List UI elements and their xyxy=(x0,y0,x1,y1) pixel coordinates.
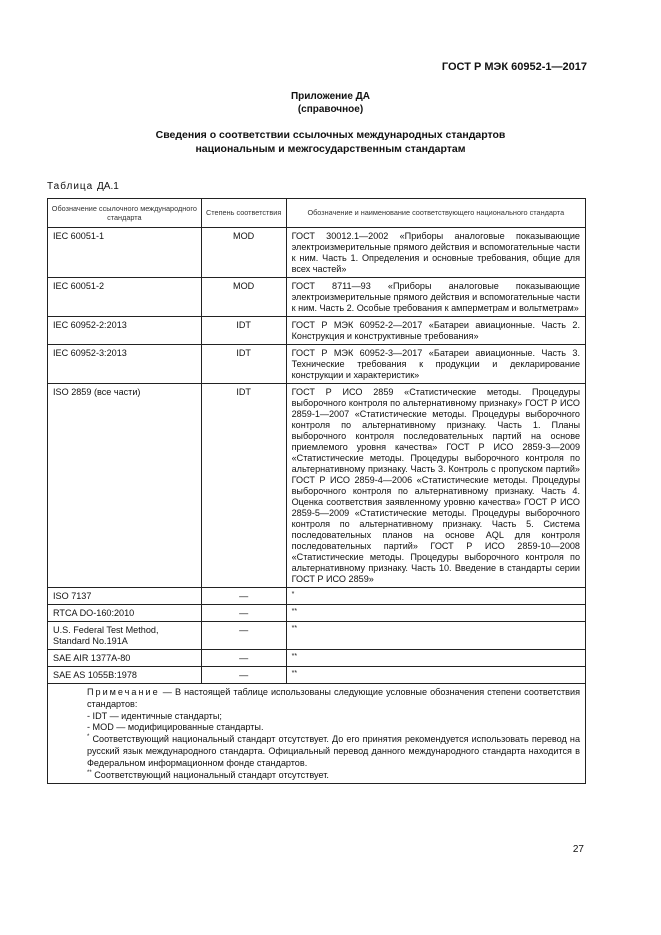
note-label: Примечание xyxy=(87,687,160,697)
cell-degree: IDT xyxy=(201,317,286,345)
note-item-mod: - MOD — модифицированные стандарты. xyxy=(87,722,264,733)
cell-standard: IEC 60952-2:2013 xyxy=(48,317,202,345)
table-caption xyxy=(47,181,119,192)
note-intro xyxy=(53,687,580,711)
cell-degree: IDT xyxy=(201,345,286,384)
cell-national: ГОСТ 8711—93 «Приборы аналоговые показывающие электроизмерительные прямого действия и вспомогательные части к ним. Часть 2. Особые требования к амперметрам и вольтметрам» xyxy=(286,278,585,317)
cell-standard: U.S. Federal Test Method, Standard No.191A xyxy=(48,622,202,650)
cell-national: ГОСТ Р ИСО 2859 «Статистические методы. Процедуры выборочного контроля по альтернативному признаку» ГОСТ Р ИСО 2859-1—2007 «Статистические методы. Процедуры выборочного контроля по альтернативному признаку. Часть 1. Планы выборочного контроля последовательных партий на основе приемлемого уровня качества» ГОСТ Р ИСО 2859-3—2009 «Статистические методы. Процедуры выборочного контроля по альтернативному признаку. Часть 3. Контроль с пропуском партий» ГОСТ Р ИСО 2859-4—2006 «Статистические методы. Процедуры выборочного контроля по альтернативному признаку. Часть 4. Оценка соответствия заявленному уровню качества» ГОСТ Р ИСО 2859-5—2009 «Статистические методы. Процедуры выборочного контроля по альтернативному признаку. Часть 5. Система последовательных планов на основе AQL для контроля последовательных партий» ГОСТ Р ИСО 2859-10—2008 «Статистические методы. Процедуры выборочного контроля по альтернативному признаку. Часть 10. Введение в стандарты серии ГОСТ Р ИСО 2859» xyxy=(286,384,585,588)
header-national-standard: Обозначение и наименование соответствующего национального стандарта xyxy=(286,199,585,228)
appendix-title xyxy=(0,90,661,116)
cell-national: ГОСТ Р МЭК 60952-2—2017 «Батареи авиационные. Часть 2. Конструкция и конструктивные требования» xyxy=(286,317,585,345)
cell-national-footnote-mark: ** xyxy=(286,622,585,650)
cell-national-footnote-mark: ** xyxy=(286,667,585,684)
cell-standard: SAE AIR 1377A-80 xyxy=(48,650,202,667)
cell-standard: ISO 7137 xyxy=(48,588,202,605)
cell-degree: MOD xyxy=(201,228,286,278)
cell-degree: — xyxy=(201,605,286,622)
note-footnote-2 xyxy=(53,770,580,782)
cell-national-footnote-mark: * xyxy=(286,588,585,605)
table-note-row xyxy=(48,684,586,784)
table-row xyxy=(48,345,586,384)
table-row xyxy=(48,278,586,317)
section-title-line-1: Сведения о соответствии ссылочных международных стандартов xyxy=(155,129,506,141)
cell-national-footnote-mark: ** xyxy=(286,605,585,622)
section-title-line-2: национальным и межгосударственным стандартам xyxy=(195,143,466,155)
note-item-idt: - IDT — идентичные стандарты; xyxy=(87,710,222,721)
header-degree: Степень соответствия xyxy=(201,199,286,228)
cell-degree: MOD xyxy=(201,278,286,317)
cell-degree: — xyxy=(201,667,286,684)
table-row xyxy=(48,605,586,622)
note-footnote-1 xyxy=(53,734,580,769)
appendix-type: (справочное) xyxy=(297,104,364,115)
cell-national-footnote-mark: ** xyxy=(286,650,585,667)
correspondence-table xyxy=(47,198,586,784)
table-note xyxy=(48,684,586,784)
page-number: 27 xyxy=(572,844,584,855)
table-row xyxy=(48,622,586,650)
table-row xyxy=(48,650,586,667)
table-row xyxy=(48,228,586,278)
footnote-2-mark: ** xyxy=(87,769,92,776)
table-row xyxy=(48,667,586,684)
cell-standard: ISO 2859 (все части) xyxy=(48,384,202,588)
table-header-row xyxy=(48,199,586,228)
cell-degree: IDT xyxy=(201,384,286,588)
header-international-standard: Обозначение ссылочного международного стандарта xyxy=(48,199,202,228)
table-caption-number: ДА.1 xyxy=(97,181,119,192)
footnote-2-text: Соответствующий национальный стандарт отсутствует. xyxy=(94,769,329,780)
cell-standard: IEC 60051-2 xyxy=(48,278,202,317)
note-intro-text: — В настоящей таблице использованы следующие условные обозначения степени соответствия стандартов: xyxy=(87,687,580,709)
table-caption-word: Таблица xyxy=(47,181,94,192)
cell-degree: — xyxy=(201,588,286,605)
section-title xyxy=(0,128,661,156)
cell-standard: IEC 60051-1 xyxy=(48,228,202,278)
footnote-1-text: Соответствующий национальный стандарт отсутствует. До его принятия рекомендуется использовать перевод на русский язык международного стандарта. Официальный перевод данного международного стандарта находится в Федеральном информационном фонде стандартов. xyxy=(87,734,580,768)
table-row xyxy=(48,588,586,605)
table-row xyxy=(48,317,586,345)
footnote-1-mark: * xyxy=(87,734,90,741)
document-header: ГОСТ Р МЭК 60952-1—2017 xyxy=(441,61,587,73)
cell-degree: — xyxy=(201,650,286,667)
cell-standard: RTCA DO-160:2010 xyxy=(48,605,202,622)
cell-degree: — xyxy=(201,622,286,650)
table-row xyxy=(48,384,586,588)
cell-national: ГОСТ 30012.1—2002 «Приборы аналоговые показывающие электроизмерительные прямого действия и вспомогательные части к ним. Часть 1. Определения и основные требования, общие для всех частей» xyxy=(286,228,585,278)
cell-national: ГОСТ Р МЭК 60952-3—2017 «Батареи авиационные. Часть 3. Технические требования к продукции и декларирование конструкции и характеристик» xyxy=(286,345,585,384)
cell-standard: SAE AS 1055B:1978 xyxy=(48,667,202,684)
cell-standard: IEC 60952-3:2013 xyxy=(48,345,202,384)
appendix-name: Приложение ДА xyxy=(290,91,371,102)
